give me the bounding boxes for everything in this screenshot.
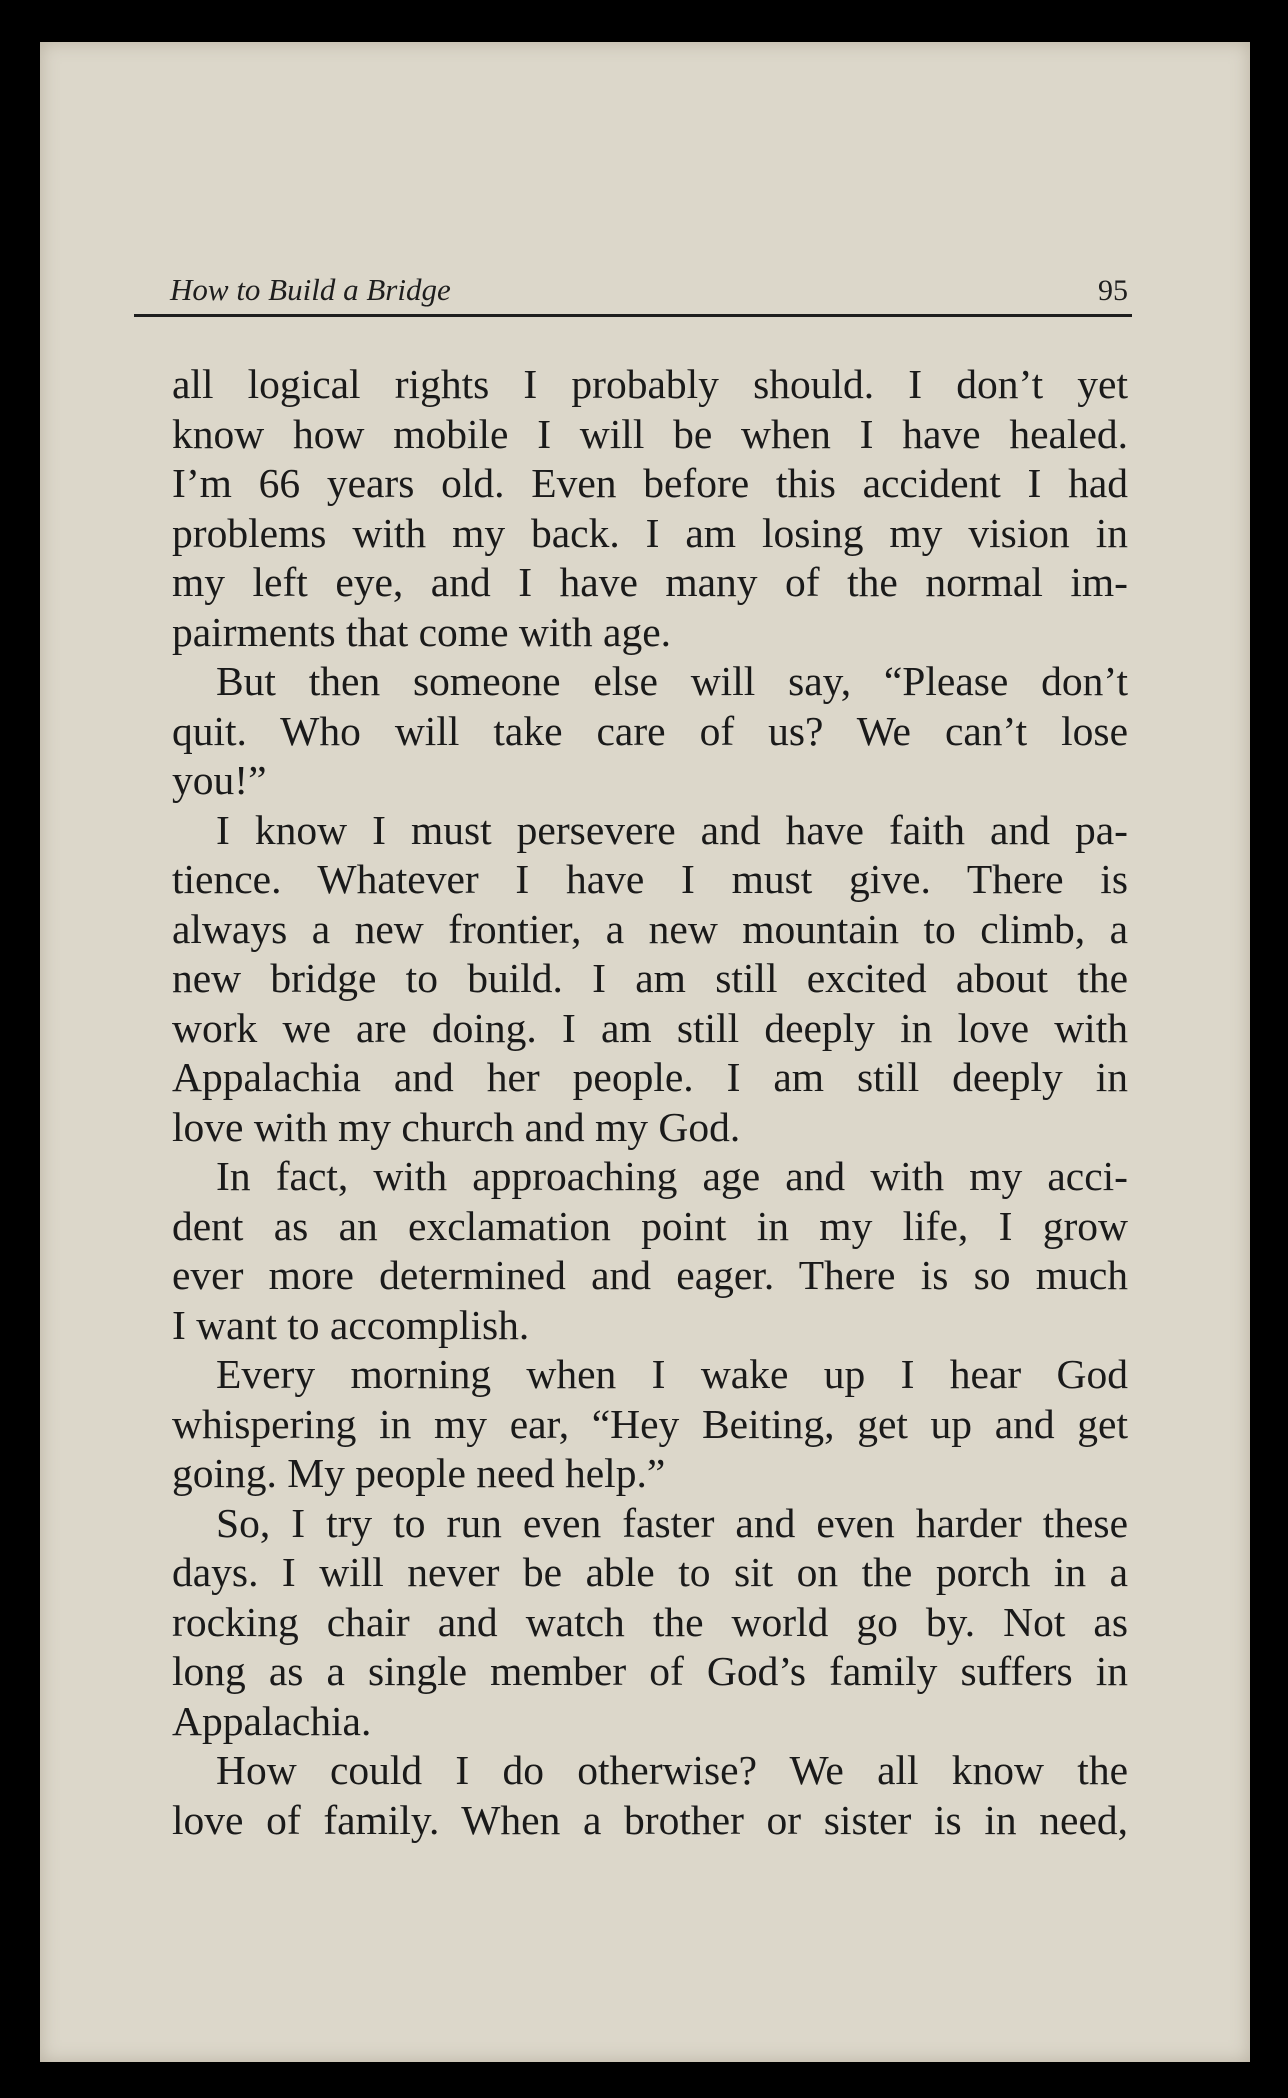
text-line: long as a single member of God’s family suffers in: [172, 1648, 1128, 1694]
text-line: problems with my back. I am losing my vision in: [172, 509, 1128, 556]
text-line: quit. Who will take care of us? We can’t lose: [172, 707, 1128, 754]
text-line: But then someone else will say, “Please don’t: [216, 658, 1128, 704]
text-line: How could I do otherwise? We all know the: [216, 1747, 1128, 1793]
text-line: going. My people need help.”: [172, 1450, 666, 1496]
running-title: How to Build a Bridge: [170, 272, 451, 307]
text-line: all logical rights I probably should. I don’t yet: [172, 361, 1128, 407]
text-line: whispering in my ear, “Hey Beiting, get up and get: [172, 1400, 1128, 1447]
text-line: always a new frontier, a new mountain to climb, a: [172, 905, 1128, 952]
text-line: pairments that come with age.: [172, 608, 671, 655]
text-line: my left eye, and I have many of the normal im-: [172, 559, 1128, 605]
text-line: I know I must persevere and have faith and pa-: [216, 806, 1128, 853]
text-line: you!”: [172, 757, 267, 803]
text-line: Appalachia and her people. I am still deeply in: [172, 1054, 1128, 1100]
text-line: ever more determined and eager. There is so much: [172, 1252, 1128, 1298]
text-line: In fact, with approaching age and with my acci-: [216, 1153, 1128, 1199]
text-line: So, I try to run even faster and even harder these: [216, 1499, 1128, 1546]
page-header: [134, 226, 1132, 317]
text-line: I want to accomplish.: [172, 1301, 530, 1348]
text-line: Appalachia.: [172, 1697, 372, 1744]
text-line: days. I will never be able to sit on the porch in a: [172, 1549, 1128, 1595]
text-line: work we are doing. I am still deeply in love with: [172, 1004, 1128, 1051]
text-line: dent as an exclamation point in my life, I grow: [172, 1202, 1128, 1249]
text-line: love with my church and my God.: [172, 1103, 741, 1150]
text-line: I’m 66 years old. Even before this accident I had: [172, 460, 1128, 506]
text-line: know how mobile I will be when I have healed.: [172, 410, 1128, 457]
page-number: 95: [1098, 274, 1128, 307]
text-line: rocking chair and watch the world go by. Not as: [172, 1598, 1128, 1645]
body-text: [172, 360, 1128, 1845]
text-line: new bridge to build. I am still excited about the: [172, 955, 1128, 1001]
text-line: Every morning when I wake up I hear God: [216, 1351, 1128, 1397]
text-line: tience. Whatever I have I must give. There is: [172, 856, 1128, 902]
text-line: love of family. When a brother or sister is in need,: [172, 1796, 1128, 1843]
